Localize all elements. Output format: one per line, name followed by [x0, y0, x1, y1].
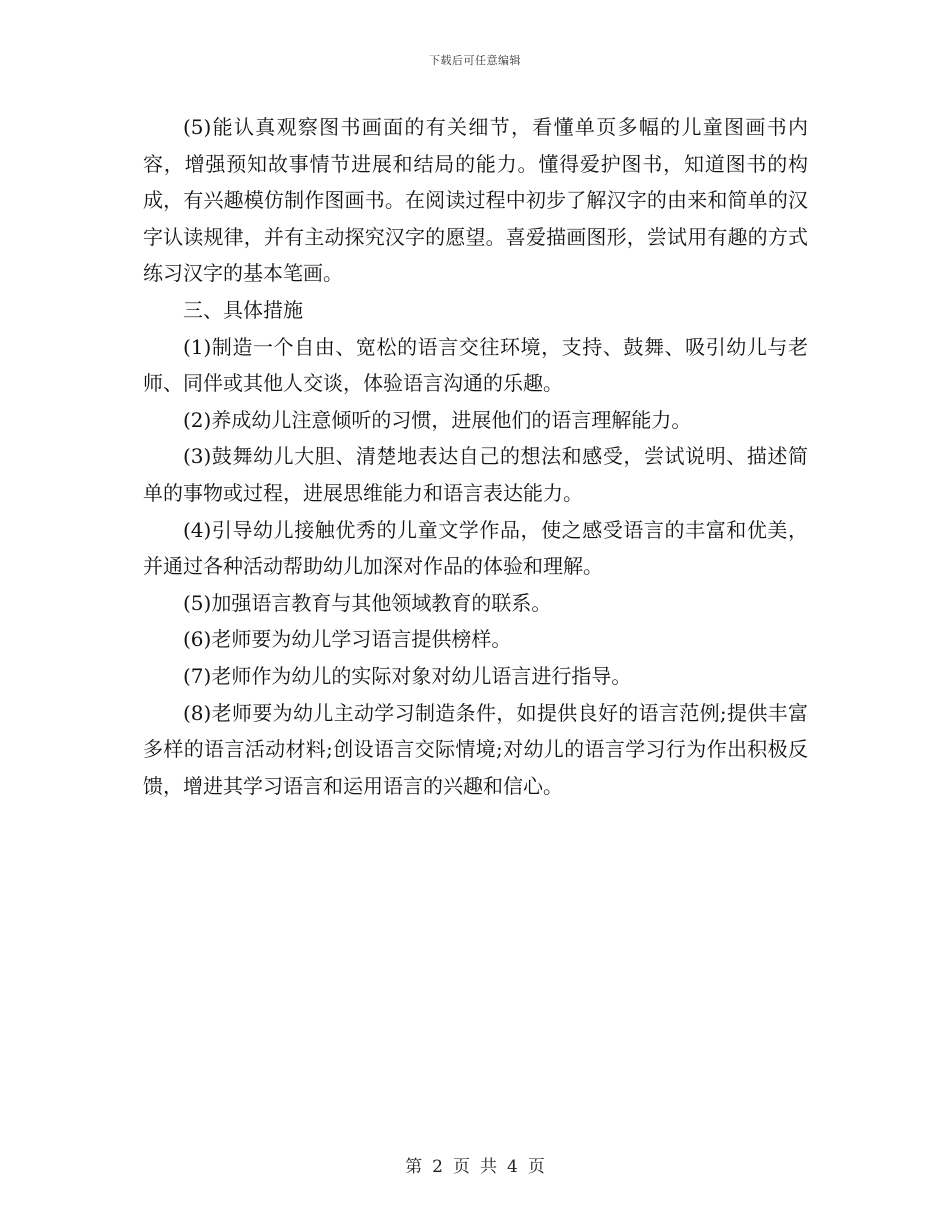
footer-label-gong: 共 [480, 1157, 497, 1177]
paragraph-measure-5: (5)加强语言教育与其他领域教育的联系。 [183, 590, 552, 615]
footer-current-page: 2 [432, 1157, 443, 1177]
paragraph-measure-8: (8)老师要为幼儿主动学习制造条件，如提供良好的语言范例;提供丰富多样的语言活动材料;创设语言交际情境;对幼儿的语言学习行为作出积极反馈，增进其学习语言和运用语言的兴趣和信心。 [143, 700, 808, 798]
paragraph-measure-7: (7)老师作为幼儿的实际对象对幼儿语言进行指导。 [183, 663, 632, 688]
footer-label-di: 第 [405, 1157, 423, 1177]
paragraph-reading-goal-5: (5)能认真观察图书画面的有关细节，看懂单页多幅的儿童图画书内容，增强预知故事情节进展和结局的能力。懂得爱护图书，知道图书的构成，有兴趣模仿制作图画书。在阅读过程中初步了解汉字的由来和简单的汉字认读规律，并有主动探究汉字的愿望。喜爱描画图形，尝试用有趣的方式练习汉字的基本笔画。 [143, 115, 808, 286]
paragraph-measure-3: (3)鼓舞幼儿大胆、清楚地表达自己的想法和感受，尝试说明、描述简单的事物或过程，进展思维能力和语言表达能力。 [143, 444, 808, 505]
footer-label-ye: 页 [453, 1157, 470, 1177]
footer-label-ye-end: 页 [527, 1157, 545, 1177]
section-heading-measures: 三、具体措施 [183, 297, 303, 322]
footer-total-pages: 4 [507, 1157, 518, 1177]
page-header: 下载后可任意编辑 [429, 54, 521, 67]
page-footer [0, 1152, 950, 1177]
paragraph-measure-6: (6)老师要为幼儿学习语言提供榜样。 [183, 627, 512, 652]
document-body [143, 109, 808, 804]
paragraph-measure-2: (2)养成幼儿注意倾听的习惯，进展他们的语言理解能力。 [183, 407, 692, 432]
paragraph-measure-1: (1)制造一个自由、宽松的语言交往环境，支持、鼓舞、吸引幼儿与老师、同伴或其他人交谈，体验语言沟通的乐趣。 [143, 334, 808, 396]
paragraph-measure-4: (4)引导幼儿接触优秀的儿童文学作品，使之感受语言的丰富和优美，并通过各种活动帮助幼儿加深对作品的体验和理解。 [143, 517, 808, 579]
